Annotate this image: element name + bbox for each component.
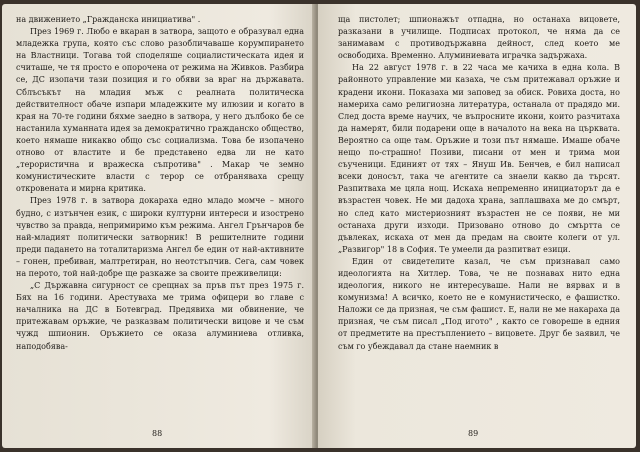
paragraph: „С Държавна сигурност се срещнах за пръв път през 1975 г. Бях на 16 години. Арестуваха ме трима офицери во главе с началника на ДС в Ботевград. Предявиха ми обвинение, че притежавам оръжие, че разказвам политически вицове и че съм чужд шпионин. Оръжието се оказа алуминиева отливка, наподобява-	[16, 281, 304, 351]
paragraph: През 1969 г. Любо е вкаран в затвора, защото е образувал една младежка група, която със слово разобличаваше корумпирането на Властници. Тогава той сподeляше социалистическата идея и считаше, че тя просто е опорочена от режима на Живков. Разбира се, ДС изопачи тази позиция и го обяви за враг на държавата. Сблъсъкът на младия мъж с реалната политическа действителност обаче изпари младежките му илюзии и когато в края на 70-те години бяхме заедно в затвора, у него дълбоко бе се настанила хуманната идея за демократично гражданско общество, което нямаше никакво общо със социализма. Това бе изопачено отново от властите и бе представено едва ли не като „терористична и вражеска съпротива" . Макар че земно комунистическите власти с терор се отбраняваха срещу откровената и мирна критика.	[16, 27, 304, 194]
page-number-left: 88	[152, 429, 163, 438]
paragraph: През 1978 г. в затвора докараха едно младо момче – много будно, с изтънчен език, с широки културни интереси и изострено чувство за правда, непримиримо към режима. Ангел Грънчаров бе най-младият политически затворник! В решителните години преди падането на тоталитаризма Ангел бе един от най-активните – гонен, пребиван, малтретиран, но неотстъпчив. Сега, сам човек на перото, той най-добре ще разкаже за своите преживелици:	[16, 196, 304, 278]
page-number-right: 89	[468, 429, 479, 438]
paragraph: на движението „Гражданска инициатива" .	[16, 15, 201, 24]
left-page	[2, 4, 316, 448]
left-page-text	[16, 14, 304, 353]
right-page-text	[338, 14, 620, 353]
paragraph: ща пистолет; шпионажът отпадна, но останаха вицовете, разказани в училище. Подписах протокол, че няма да се занимавам с противодържавна дейност, след което ме освободиха. Временно. Алуминиевата играчка задържаха.	[338, 15, 620, 61]
paragraph: Един от свидетелите казал, че съм признавал само идеологията на Хитлер. Това, че не познавах нито една идеология, никого не интересуваше. Нали не вярвах и в комунизма! А всичко, което не е комунистическо, е фашистко. Наложи се да призная, че съм фашист. Е, нали не ме накараха да призная, че съм писал „Под игото" , както се говореше в едния от предметите на престъплението – вицовете. Друг бе заявил, че съм го убеждавал да стане наемник в	[338, 256, 620, 351]
right-page	[318, 4, 636, 448]
paragraph: На 22 август 1978 г. в 22 часа ме качиха в една кола. В районното управление ми казаха, че съм притежавал оръжие и крадени икони. Показаха ми заповед за обиск. Ровиха доста, но намериха само религиозна литература, останала от прадядо ми. След доста време научих, че въпросните икони, които разчитаха да намерят, били подарени още в началото на века на църквата. Вероятно са още там. Оръжие и този път нямаше. Имаше обаче нещо по-страшно! Позиви, писани от мен и трима мои съученици. Единият от тях – Януш Ив. Бенчев, е бил написал всеки доносът, така че агентите са знаели какво да търсят. Разпитваха ме цяла нощ. Искаха непременно инициаторът да е възрастен човек. Не ми дадоха храна, заплашваха ме до смърт, но след като мистериозният възрастен не се появи, не ми останаха други изходи. Призовано отново до смъртта се дъвлеках, искаха от мен да предам на своите колеги от ул. „Развигор" 18 в София. Те умеели да разпитват езици.	[338, 63, 620, 254]
